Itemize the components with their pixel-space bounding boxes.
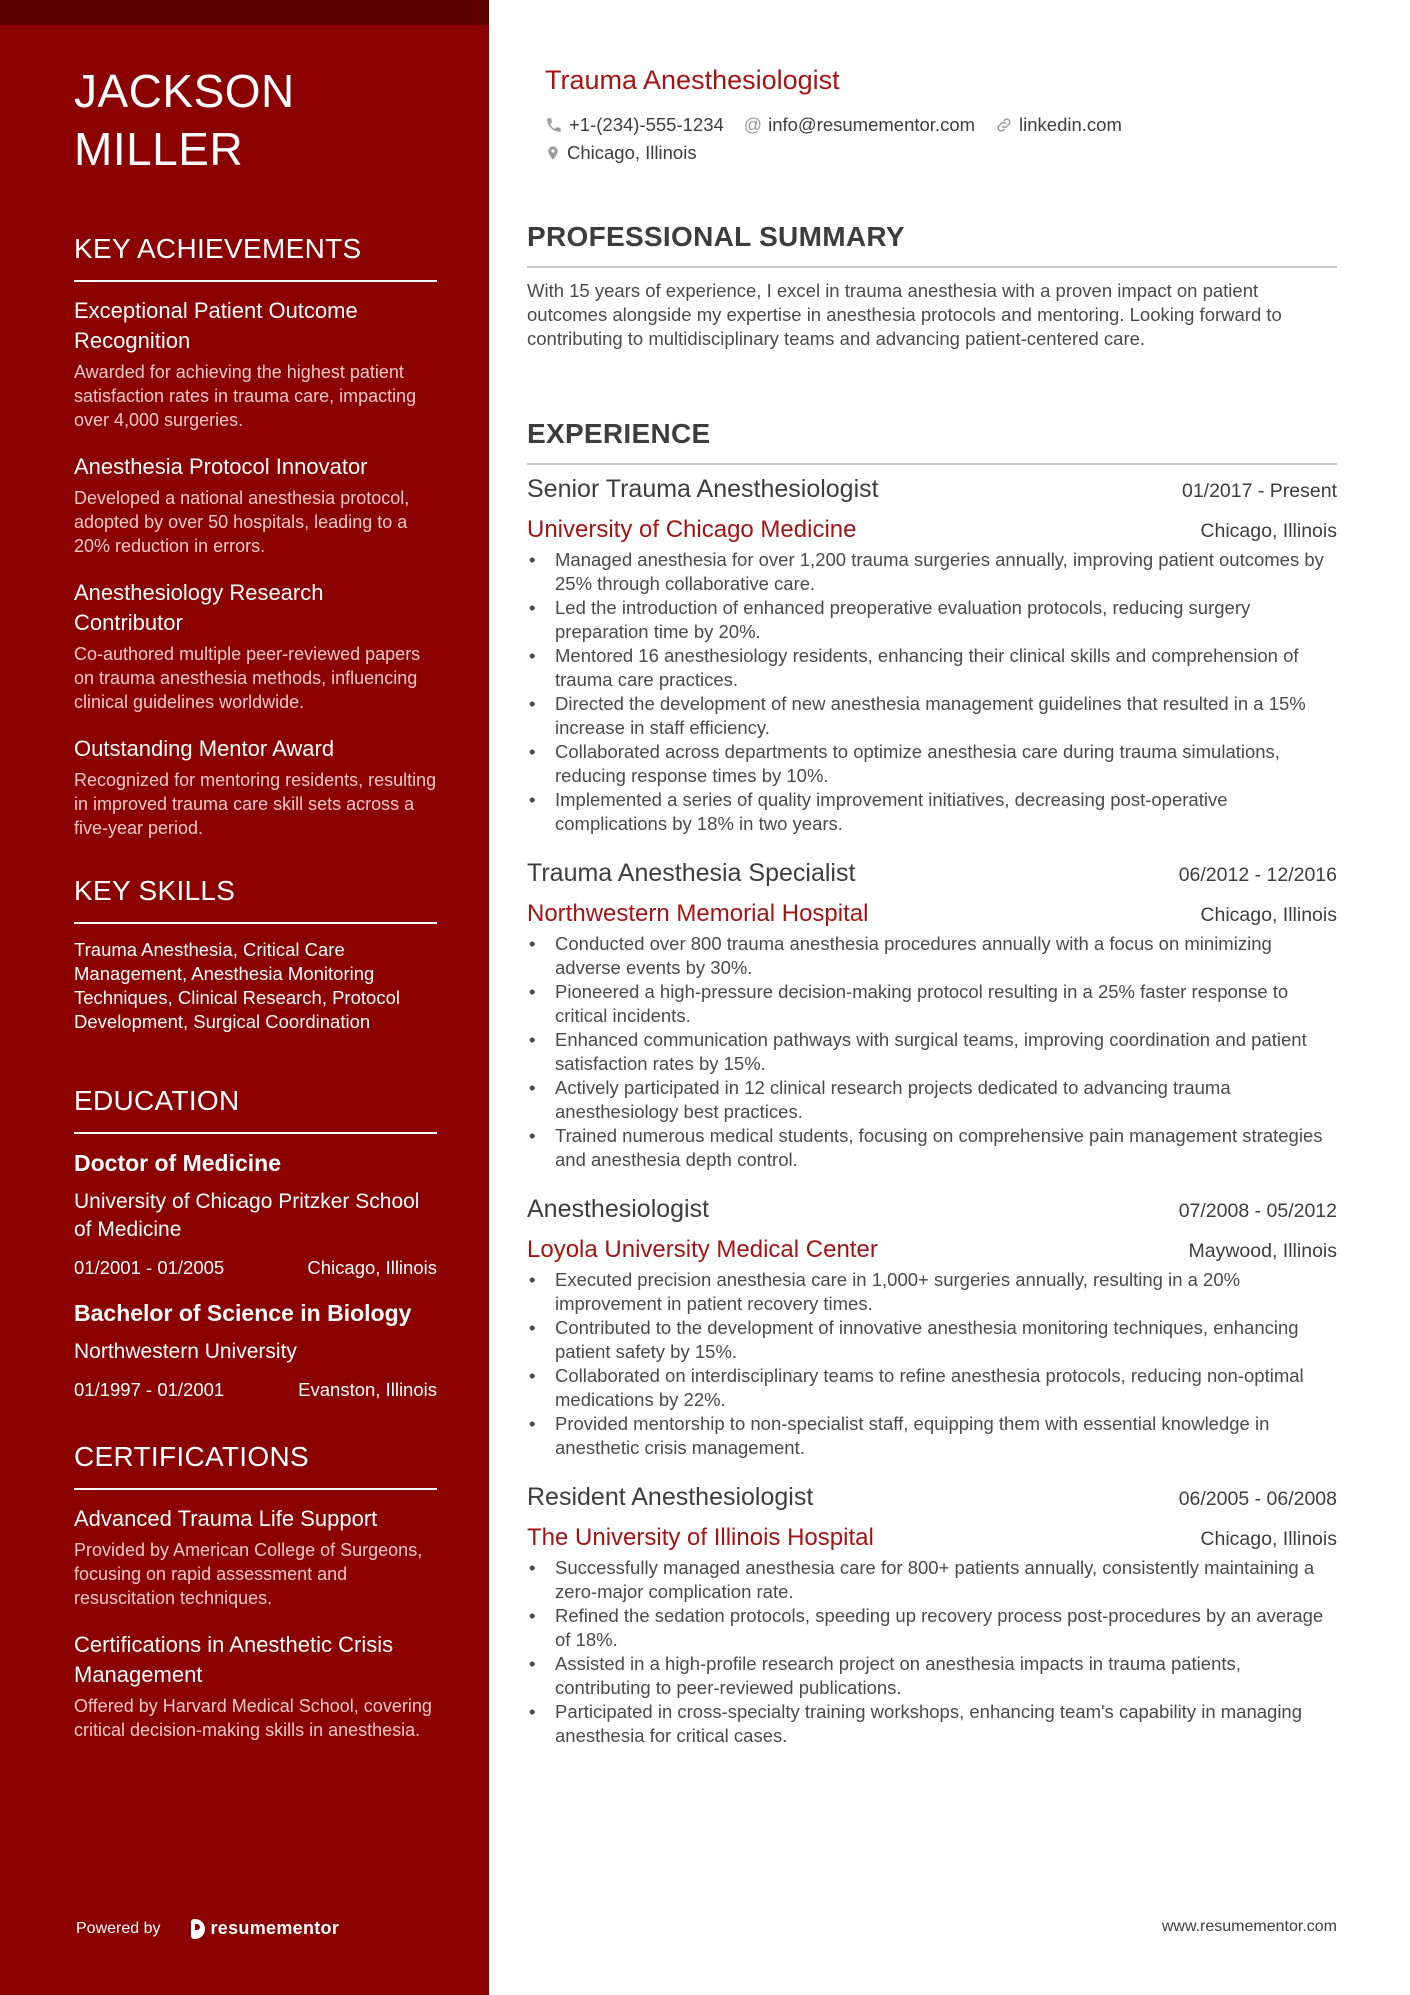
- bullet-item: • Trained numerous medical students, focusing on comprehensive pain management strategies and anesthesia depth control.: [527, 1124, 1337, 1172]
- certification-item: [74, 1630, 437, 1742]
- experience-role: Resident Anesthesiologist: [527, 1483, 814, 1511]
- candidate-name: [74, 62, 437, 178]
- bullet-item: • Actively participated in 12 clinical research projects dedicated to advancing trauma anesthesiology best practices.: [527, 1076, 1337, 1124]
- achievements-heading: KEY ACHIEVEMENTS: [74, 232, 437, 282]
- link-icon: [995, 116, 1013, 134]
- achievement-item: [74, 452, 437, 558]
- experience-location: Chicago, Illinois: [1200, 520, 1337, 542]
- experience-location: Maywood, Illinois: [1188, 1240, 1337, 1262]
- bullet-item: • Implemented a series of quality improvement initiatives, decreasing post-operative complications by 18% in two years.: [527, 788, 1337, 836]
- experience-item: [527, 473, 1337, 836]
- experience-bullets: [527, 1556, 1337, 1748]
- bullet-item: • Pioneered a high-pressure decision-making protocol resulting in a 25% faster response to critical incidents.: [527, 980, 1337, 1028]
- brand-logo[interactable]: [191, 1918, 340, 1939]
- experience-role: Trauma Anesthesia Specialist: [527, 859, 856, 887]
- bullet-item: • Participated in cross-specialty training workshops, enhancing team's capability in managing anesthesia for critical cases.: [527, 1700, 1337, 1748]
- bullet-item: • Led the introduction of enhanced preoperative evaluation protocols, reducing surgery preparation time by 20%.: [527, 596, 1337, 644]
- certification-item: [74, 1504, 437, 1610]
- experience-subheader: [527, 515, 1337, 546]
- skills-heading: KEY SKILLS: [74, 874, 437, 924]
- bullet-item: • Assisted in a high-profile research project on anesthesia impacts in trauma patients, contributing to peer-reviewed publications.: [527, 1652, 1337, 1700]
- certifications-section: [74, 1440, 437, 1742]
- experience-company: Northwestern Memorial Hospital: [527, 900, 869, 927]
- bullet-item: • Managed anesthesia for over 1,200 trauma surgeries annually, improving patient outcomes by 25% through collaborative care.: [527, 548, 1337, 596]
- experience-dates: 07/2008 - 05/2012: [1178, 1200, 1337, 1222]
- bullet-item: • Successfully managed anesthesia care for 800+ patients annually, consistently maintaining a zero-major complication rate.: [527, 1556, 1337, 1604]
- experience-company: The University of Illinois Hospital: [527, 1524, 874, 1551]
- contact-email[interactable]: [744, 114, 975, 136]
- contact-phone[interactable]: [545, 114, 724, 136]
- skills-section: [74, 874, 437, 1034]
- bullet-item: • Contributed to the development of innovative anesthesia monitoring techniques, enhancing patient safety by 15%.: [527, 1316, 1337, 1364]
- experience-company: University of Chicago Medicine: [527, 516, 857, 543]
- education-heading: EDUCATION: [74, 1084, 437, 1134]
- experience-role: Anesthesiologist: [527, 1195, 710, 1223]
- experience-bullets: [527, 1268, 1337, 1460]
- experience-subheader: [527, 1523, 1337, 1554]
- education-dates: 01/2001 - 01/2005: [74, 1257, 225, 1278]
- contact-info: [545, 111, 1335, 167]
- summary-heading: PROFESSIONAL SUMMARY: [527, 220, 1337, 268]
- certifications-heading: CERTIFICATIONS: [74, 1440, 437, 1490]
- location-text: Chicago, Illinois: [567, 142, 697, 163]
- experience-header: [527, 857, 1337, 891]
- location-pin-icon: [545, 144, 561, 162]
- phone-icon: [545, 116, 563, 134]
- achievement-item: [74, 734, 437, 840]
- experience-header: [527, 1193, 1337, 1227]
- contact-location: [545, 142, 697, 164]
- bullet-item: • Collaborated across departments to optimize anesthesia care during trauma simulations, reducing response times by 10%.: [527, 740, 1337, 788]
- achievement-desc: Developed a national anesthesia protocol, adopted by over 50 hospitals, leading to a 20% reduction in errors.: [74, 488, 410, 556]
- education-item: [74, 1298, 437, 1402]
- job-title: Trauma Anesthesiologist: [545, 65, 840, 95]
- education-degree: Bachelor of Science in Biology: [74, 1300, 412, 1326]
- experience-item: [527, 1481, 1337, 1748]
- bullet-item: • Conducted over 800 trauma anesthesia procedures annually with a focus on minimizing adverse events by 30%.: [527, 932, 1337, 980]
- experience-location: Chicago, Illinois: [1200, 904, 1337, 926]
- experience-bullets: [527, 932, 1337, 1172]
- bullet-item: • Directed the development of new anesthesia management guidelines that resulted in a 15% increase in staff efficiency.: [527, 692, 1337, 740]
- bullet-item: • Refined the sedation protocols, speeding up recovery process post-procedures by an average of 18%.: [527, 1604, 1337, 1652]
- experience-heading: EXPERIENCE: [527, 417, 1337, 465]
- education-degree: Doctor of Medicine: [74, 1150, 282, 1176]
- education-meta: [74, 1378, 437, 1402]
- education-section: [74, 1084, 437, 1402]
- certification-desc: Offered by Harvard Medical School, covering critical decision-making skills in anesthesia.: [74, 1696, 432, 1740]
- name-last: MILLER: [74, 123, 244, 175]
- contact-linkedin[interactable]: [995, 114, 1122, 136]
- experience-item: [527, 1193, 1337, 1460]
- education-dates: 01/1997 - 01/2001: [74, 1379, 225, 1400]
- brand-name: resumementor: [210, 1918, 340, 1938]
- education-item: [74, 1148, 437, 1280]
- experience-subheader: [527, 899, 1337, 930]
- certification-title: Certifications in Anesthetic Crisis Management: [74, 1632, 394, 1687]
- website-link[interactable]: www.resumementor.com: [1161, 1918, 1337, 1935]
- contact-row: [545, 139, 1335, 167]
- experience-header: [527, 1481, 1337, 1515]
- sidebar: [0, 0, 489, 1995]
- achievement-title: Exceptional Patient Outcome Recognition: [74, 298, 358, 353]
- brand-logo-icon: [191, 1919, 205, 1939]
- bullet-item: • Executed precision anesthesia care in 1,000+ surgeries annually, resulting in a 20% improvement in patient recovery times.: [527, 1268, 1337, 1316]
- contact-row: [545, 111, 1335, 139]
- phone-text: +1-(234)-555-1234: [569, 114, 724, 135]
- certification-title: Advanced Trauma Life Support: [74, 1506, 378, 1531]
- achievement-desc: Awarded for achieving the highest patient satisfaction rates in trauma care, impacting over 4,000 surgeries.: [74, 362, 417, 430]
- at-sign-icon: @: [743, 114, 763, 135]
- achievement-desc: Co-authored multiple peer-reviewed papers on trauma anesthesia methods, influencing clinical guidelines worldwide.: [74, 644, 421, 712]
- achievement-desc: Recognized for mentoring residents, resulting in improved trauma care skill sets across a five-year period.: [74, 770, 437, 838]
- name-first: JACKSON: [74, 65, 295, 117]
- bullet-item: • Provided mentorship to non-specialist staff, equipping them with essential knowledge in anesthetic crisis management.: [527, 1412, 1337, 1460]
- sidebar-content: [74, 62, 437, 1762]
- experience-dates: 06/2012 - 12/2016: [1178, 864, 1337, 886]
- experience-location: Chicago, Illinois: [1200, 1528, 1337, 1550]
- achievement-title: Anesthesia Protocol Innovator: [74, 454, 368, 479]
- achievement-title: Anesthesiology Research Contributor: [74, 580, 324, 635]
- sidebar-top-band: [0, 0, 489, 25]
- education-location: Evanston, Illinois: [298, 1379, 437, 1400]
- experience-header: [527, 473, 1337, 507]
- skills-list: Trauma Anesthesia, Critical Care Management, Anesthesia Monitoring Techniques, Clinical Research, Protocol Development, Surgical Coordination: [74, 939, 400, 1032]
- achievement-item: [74, 578, 437, 714]
- education-meta: [74, 1256, 437, 1280]
- achievement-title: Outstanding Mentor Award: [74, 736, 335, 761]
- education-school: Northwestern University: [74, 1340, 297, 1363]
- education-location: Chicago, Illinois: [307, 1257, 437, 1278]
- email-text: info@resumementor.com: [768, 114, 976, 135]
- experience-subheader: [527, 1235, 1337, 1266]
- experience-dates: 01/2017 - Present: [1181, 480, 1337, 502]
- bullet-item: • Enhanced communication pathways with surgical teams, improving coordination and patient satisfaction rates by 15%.: [527, 1028, 1337, 1076]
- experience-dates: 06/2005 - 06/2008: [1178, 1488, 1337, 1510]
- summary-text: With 15 years of experience, I excel in trauma anesthesia with a proven impact on patient outcomes alongside my expertise in anesthesia protocols and mentoring. Looking forward to contributing to multidisciplinary teams and advancing patient-centered care.: [527, 280, 1282, 349]
- achievements-section: [74, 232, 437, 840]
- linkedin-text: linkedin.com: [1019, 114, 1122, 135]
- certification-desc: Provided by American College of Surgeons, focusing on rapid assessment and resuscitation techniques.: [74, 1540, 423, 1608]
- education-school: University of Chicago Pritzker School of Medicine: [74, 1190, 420, 1241]
- experience-company: Loyola University Medical Center: [527, 1236, 878, 1263]
- bullet-item: • Mentored 16 anesthesiology residents, enhancing their clinical skills and comprehension of trauma care practices.: [527, 644, 1337, 692]
- powered-by-footer: [76, 1918, 339, 1939]
- experience-item: [527, 857, 1337, 1172]
- experience-role: Senior Trauma Anesthesiologist: [527, 475, 879, 503]
- experience-bullets: [527, 548, 1337, 836]
- achievement-item: [74, 296, 437, 432]
- bullet-item: • Collaborated on interdisciplinary teams to refine anesthesia protocols, reducing non-optimal medications by 22%.: [527, 1364, 1337, 1412]
- powered-by-label: Powered by: [76, 1919, 161, 1937]
